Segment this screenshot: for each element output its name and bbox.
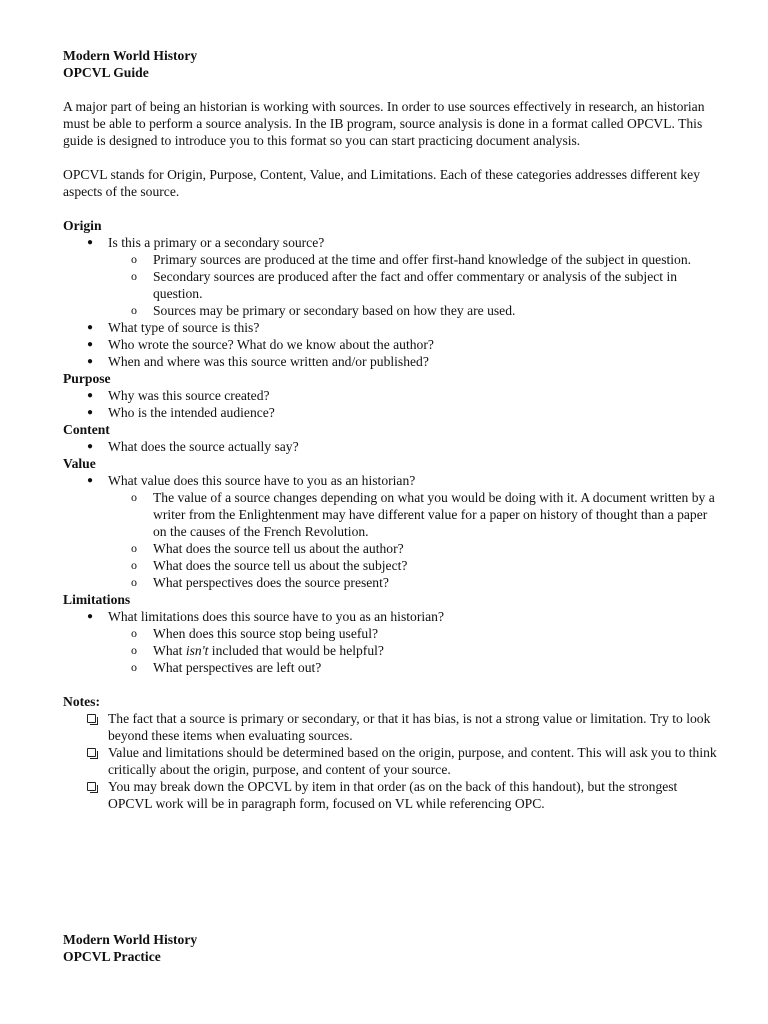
list-item: The fact that a source is primary or secondary, or that it has bias, is not a strong value or limitation. Try to look beyond these items when evaluating sources. bbox=[108, 710, 723, 744]
checkbox-bullet-icon bbox=[87, 782, 96, 791]
list-item: o What perspectives does the source present? bbox=[131, 575, 389, 590]
section-title-purpose: Purpose bbox=[63, 371, 111, 386]
bullet-icon: ● bbox=[87, 339, 94, 350]
list-item: ● What limitations does this source have to you as an historian? o When does this source stop being useful? o What isn't included that would be helpful? o What perspectives are left out? bbox=[108, 608, 723, 676]
document-page bbox=[63, 47, 723, 812]
list-item: o What perspectives are left out? bbox=[131, 660, 322, 675]
limitations-list bbox=[63, 608, 723, 676]
list-item: You may break down the OPCVL by item in that order (as on the back of this handout), but the strongest OPCVL work will be in paragraph form, focused on VL while referencing OPC. bbox=[108, 778, 723, 812]
origin-list bbox=[63, 234, 723, 370]
section-title-value: Value bbox=[63, 456, 96, 471]
practice-header bbox=[63, 931, 197, 965]
section-title-content: Content bbox=[63, 422, 110, 437]
bullet-icon: ● bbox=[87, 407, 94, 418]
circle-bullet-icon: o bbox=[131, 252, 137, 266]
circle-bullet-icon: o bbox=[131, 303, 137, 317]
purpose-list bbox=[63, 387, 723, 421]
bullet-icon: ● bbox=[87, 356, 94, 367]
circle-bullet-icon: o bbox=[131, 626, 137, 640]
circle-bullet-icon: o bbox=[131, 643, 137, 657]
checkbox-bullet-icon bbox=[87, 714, 96, 723]
section-title-origin: Origin bbox=[63, 218, 102, 233]
practice-title: OPCVL Practice bbox=[63, 949, 161, 964]
notes-list bbox=[63, 710, 723, 812]
list-item: o When does this source stop being useful? bbox=[131, 626, 379, 641]
bullet-icon: ● bbox=[87, 475, 94, 486]
course-title: Modern World History bbox=[63, 48, 198, 63]
notes-title: Notes: bbox=[63, 694, 100, 709]
checkbox-bullet-icon bbox=[87, 748, 96, 757]
list-item: o The value of a source changes depending on what you would be doing with it. A document written by a writer from the Enlightenment may have different value for a paper on history of thought than a paper on the causes of the French Revolution. bbox=[131, 490, 715, 539]
bullet-icon: ● bbox=[87, 441, 94, 452]
list-item: ● Who wrote the source? What do we know about the author? bbox=[87, 337, 434, 352]
bullet-icon: ● bbox=[87, 322, 94, 333]
section-title-limitations: Limitations bbox=[63, 592, 131, 607]
value-list bbox=[63, 472, 723, 591]
list-item: o Sources may be primary or secondary based on how they are used. bbox=[131, 303, 516, 318]
emphasis-text: isn't bbox=[185, 643, 209, 658]
limitations-sublist bbox=[108, 625, 723, 676]
opcvl-definition-paragraph: OPCVL stands for Origin, Purpose, Content, Value, and Limitations. Each of these categories addresses different key aspects of the source. bbox=[63, 167, 701, 199]
origin-sublist bbox=[108, 251, 723, 319]
list-item: o What does the source tell us about the author? bbox=[131, 541, 404, 556]
bullet-icon: ● bbox=[87, 611, 94, 622]
circle-bullet-icon: o bbox=[131, 575, 137, 589]
list-item: o Secondary sources are produced after the fact and offer commentary or analysis of the subject in question. bbox=[131, 269, 678, 301]
list-item: ● Who is the intended audience? bbox=[87, 405, 275, 420]
intro-paragraph: A major part of being an historian is working with sources. In order to use sources effectively in research, an historian must be able to perform a source analysis. In the IB program, source analysis is done in a format called OPCVL. This guide is designed to introduce you to this format so you can start practicing document analysis. bbox=[63, 99, 705, 148]
circle-bullet-icon: o bbox=[131, 541, 137, 555]
list-item: ● When and where was this source written and/or published? bbox=[87, 354, 429, 369]
circle-bullet-icon: o bbox=[131, 660, 137, 674]
list-item: ● What type of source is this? bbox=[87, 320, 260, 335]
value-sublist bbox=[108, 489, 723, 591]
circle-bullet-icon: o bbox=[131, 490, 137, 504]
practice-course-title: Modern World History bbox=[63, 932, 198, 947]
bullet-icon: ● bbox=[87, 390, 94, 401]
list-item: Value and limitations should be determined based on the origin, purpose, and content. This will ask you to think critically about the origin, purpose, and content of your source. bbox=[108, 744, 723, 778]
circle-bullet-icon: o bbox=[131, 558, 137, 572]
bullet-icon: ● bbox=[87, 237, 94, 248]
content-list bbox=[63, 438, 723, 455]
list-item: ● Why was this source created? bbox=[87, 388, 270, 403]
list-item: o What isn't included that would be helpful? bbox=[131, 643, 384, 658]
list-item: ● Is this a primary or a secondary source? o Primary sources are produced at the time and offer first-hand knowledge of the subject in question. o Secondary sources are produced after the fact and offer commentary or analysis of the subject in question. o Sources may be primary or secondary based on how they are used. bbox=[108, 234, 723, 319]
list-item: ● What does the source actually say? bbox=[87, 439, 299, 454]
list-item: o Primary sources are produced at the time and offer first-hand knowledge of the subject in question. bbox=[131, 252, 692, 267]
guide-title: OPCVL Guide bbox=[63, 65, 149, 80]
list-item: o What does the source tell us about the subject? bbox=[131, 558, 408, 573]
circle-bullet-icon: o bbox=[131, 269, 137, 283]
list-item: ● What value does this source have to you as an historian? o The value of a source changes depending on what you would be doing with it. A document written by a writer from the Enlightenment may have different value for a paper on history of thought than a paper on the causes of the French Revolution. o What does the source tell us about the author? o What does the source tell us about the subject? o What perspectives does the source present? bbox=[108, 472, 723, 591]
